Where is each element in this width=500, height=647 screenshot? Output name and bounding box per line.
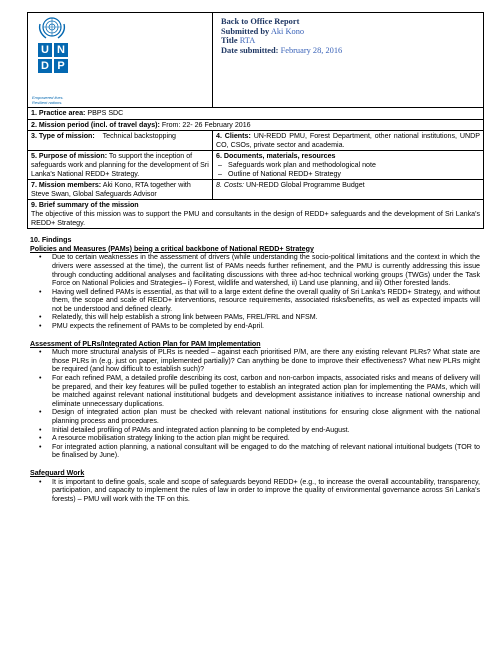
members-costs-row xyxy=(28,180,484,200)
costs-label: 8. Costs: xyxy=(216,181,244,190)
header-row xyxy=(28,13,484,108)
list-item: • PMU expects the refinement of PAMs to be completed by end-April. xyxy=(50,322,480,331)
section-title-pams: Policies and Measures (PAMs) being a critical backbone of National REDD+ Strategy xyxy=(30,244,314,253)
findings-section xyxy=(27,236,483,503)
logo-letter-d: D xyxy=(38,59,52,73)
list-item: • Having well defined PAMs is essential, as that will to a large extent define the overall quality of Sri Lanka's REDD+ Strategy, and without them, the scope and scale of REDD+ interventions, resource requirements, associated risks/benefits, as well as expected impacts will not be understood and defined clearly. xyxy=(50,288,480,314)
undp-logo xyxy=(36,16,70,73)
logo-caption xyxy=(32,96,92,105)
title-value: RTA xyxy=(239,36,256,46)
mission-period-label: 2. Mission period (incl. of travel days): xyxy=(31,120,160,129)
costs-value: UN-REDD Global Programme Budget xyxy=(245,181,365,190)
purpose-value: To support the inception of safeguards work and planning for the development of Sri Lanka's National REDD+ Strategy. xyxy=(31,152,209,178)
undp-letter-grid xyxy=(38,43,70,73)
list-item: • Relatedly, this will help establish a strong link between PAMs, FREL/FRL and NFSM. xyxy=(50,313,480,322)
logo-caption-line-1: Empowered lives. xyxy=(32,95,64,100)
practice-label: 1. Practice area: xyxy=(31,109,86,117)
list-item: • Much more structural analysis of PLRs is needed – against each prioritised P/M, are there any existing relevant PLRs? What state are those PLRs in (e.g. just on paper, implemented partially)? Can anything be done to improve their effectiveness? What new PLRs might be required (and how difficult to establish such)? xyxy=(50,348,480,374)
plrs-bullet-list xyxy=(30,348,480,460)
un-emblem-icon xyxy=(37,16,67,40)
documents-item: – Outline of National REDD+ Strategy xyxy=(228,170,480,179)
list-item: • Initial detailed profiling of PAMs and integrated action planning to be completed by end-August. xyxy=(50,426,480,435)
date-value: February 28, 2016 xyxy=(280,45,343,55)
purpose-label: 5. Purpose of mission: xyxy=(31,152,108,161)
clients-label: 4. Clients: xyxy=(216,132,251,141)
practice-value: PBPS SDC xyxy=(87,109,124,117)
section-title-plrs: Assessment of PLRs/Integrated Action Plan for PAM Implementation xyxy=(30,339,261,348)
logo-letter-n: N xyxy=(54,43,68,57)
submitted-label: Submitted by xyxy=(221,26,270,36)
section-title-safeguards: Safeguard Work xyxy=(30,468,85,477)
type-label: 3. Type of mission: xyxy=(31,132,95,141)
purpose-documents-row xyxy=(28,151,484,180)
list-item: • For each refined PAM, a detailed profile describing its cost, carbon and non-carbon impacts, associated risks and means of delivery will be prepared, and their key features will be pulled together to establish an integrated action plan for implementing the PAMs, which will be matched against relevant national institutional budgets and development assistance initiatives to increase national ownership and eliminate unnecessary duplications. xyxy=(50,374,480,408)
mission-period-row xyxy=(28,119,484,131)
documents-item: – Safeguards work plan and methodological note xyxy=(228,161,480,170)
practice-area-row xyxy=(28,108,484,120)
type-value: Technical backstopping xyxy=(102,132,176,141)
report-form-table xyxy=(27,12,484,229)
list-item: • Due to certain weaknesses in the assessment of drivers (while understanding the socio-political limitations and the context in which the drivers were assessed at the time), the current list of PAMs needs further refinement, and the PMU is currently addressing this issue through conducting additional analyses and facilitating discussions with three ad-hoc technical working groups (TWGs) under the Task Force on National Policies and Strategies– i) Forest, wildlife and watershed, ii) Land use planning, and iii) Other forested lands. xyxy=(50,253,480,287)
documents-label: 6. Documents, materials, resources xyxy=(216,152,336,161)
title-label: Title xyxy=(221,36,238,46)
members-label: 7. Mission members: xyxy=(31,181,102,190)
safeguards-bullet-list xyxy=(30,478,480,504)
date-label: Date submitted: xyxy=(221,45,279,55)
logo-letter-p: P xyxy=(54,59,68,73)
members-value: Aki Kono, RTA together with Steve Swan, Global Safeguards Advisor xyxy=(31,181,191,198)
clients-value: UN-REDD PMU, Forest Department, other national institutions, UNDP CO, CSOs, private sector and academia. xyxy=(216,132,480,149)
report-title: Back to Office Report xyxy=(221,17,300,26)
report-page xyxy=(27,12,483,503)
type-clients-row xyxy=(28,131,484,151)
pams-bullet-list xyxy=(30,253,480,330)
list-item: • A resource mobilisation strategy linking to the action plan might be required. xyxy=(50,434,480,443)
logo-letter-u: U xyxy=(38,43,52,57)
summary-label: 9. Brief summary of the mission xyxy=(31,201,139,210)
logo-caption-line-2: Resilient nations. xyxy=(32,99,63,105)
report-info-cell xyxy=(213,13,484,108)
logo-cell xyxy=(28,13,213,108)
summary-value: The objective of this mission was to support the PMU and consultants in the design of REDD+ safeguards and the development of Sri Lanka's REDD+ Strategy. xyxy=(31,209,480,227)
summary-row xyxy=(28,200,484,229)
list-item: • For integrated action planning, a national consultant will be engaged to do the matching of relevant national intuitional budgets (TOR to be finalised by June). xyxy=(50,443,480,460)
submitted-value: Aki Kono xyxy=(270,26,305,36)
documents-list xyxy=(216,161,480,178)
list-item: • Design of integrated action plan must be checked with relevant national institutions for ensuring close alignment with the national planning process and procedures. xyxy=(50,408,480,425)
mission-period-value: From: 22- 26 February 2016 xyxy=(161,120,251,129)
list-item: • It is important to define goals, scale and scope of safeguards beyond REDD+ (e.g., to increase the overall accountability, transparency, participation, and capacity to implement the rules of law in order to improve the quality of environmental governance across Sri Lanka's forests) – PMU will work with the TF on this. xyxy=(50,478,480,504)
findings-heading: 10. Findings xyxy=(30,236,72,245)
